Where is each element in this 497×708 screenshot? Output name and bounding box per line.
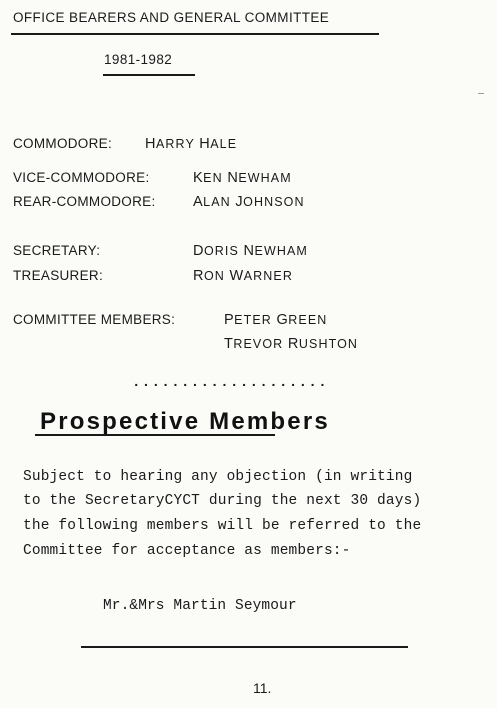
heading-underline — [11, 33, 379, 35]
name-secretary: DORIS NEWHAM — [193, 243, 308, 259]
role-committee-members: COMMITTEE MEMBERS: — [13, 312, 176, 327]
role-rear-commodore: REAR-COMMODORE: — [13, 194, 156, 209]
paragraph-line: the following members will be referred to the — [23, 518, 422, 534]
term-year: 1981-1982 — [104, 52, 173, 67]
scan-mark — [478, 93, 484, 94]
name-committee-member: PETER GREEN — [224, 312, 328, 328]
paragraph-line: Committee for acceptance as members:- — [23, 543, 351, 559]
name-treasurer: RON WARNER — [193, 268, 293, 284]
name-commodore: HARRY HALE — [145, 136, 238, 152]
role-secretary: SECRETARY: — [13, 243, 101, 258]
paragraph-line: to the SecretaryCYCT during the next 30 days) — [23, 493, 422, 509]
role-vice-commodore: VICE-COMMODORE: — [13, 170, 150, 185]
prospective-members-title: Prospective Members — [40, 408, 330, 435]
title-underline — [35, 434, 275, 436]
name-rear-commodore: ALAN JOHNSON — [193, 194, 305, 210]
role-treasurer: TREASURER: — [13, 268, 104, 283]
year-underline — [103, 74, 195, 76]
nominee-name: Mr.&Mrs Martin Seymour — [103, 598, 297, 614]
name-vice-commodore: KEN NEWHAM — [193, 170, 292, 186]
dotted-separator: .................... — [132, 375, 329, 391]
bottom-rule — [81, 646, 408, 648]
name-committee-member: TREVOR RUSHTON — [224, 336, 359, 352]
page-number: 11. — [253, 680, 272, 696]
role-commodore: COMMODORE: — [13, 136, 112, 151]
section-heading: OFFICE BEARERS AND GENERAL COMMITTEE — [13, 10, 330, 25]
paragraph-line: Subject to hearing any objection (in writing — [23, 469, 413, 485]
